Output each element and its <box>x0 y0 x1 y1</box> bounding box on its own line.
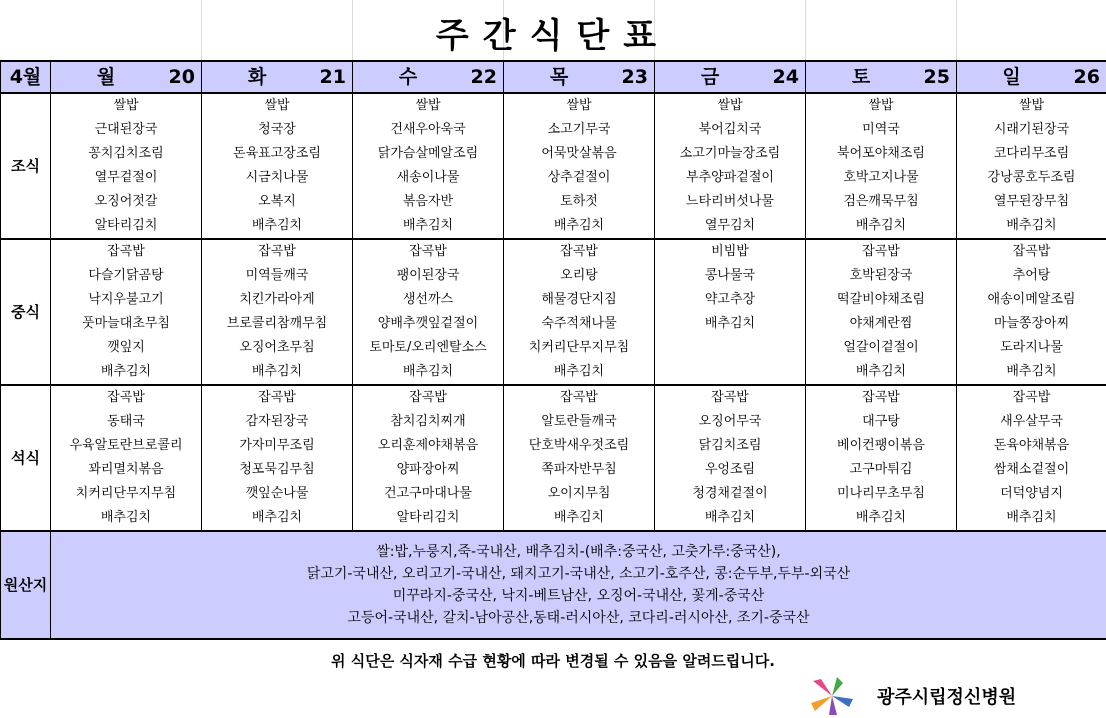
menu-item: 단호박새우젓조림 <box>504 434 655 458</box>
day-name: 목 <box>549 66 569 88</box>
day-name: 화 <box>247 66 267 88</box>
menu-item <box>655 360 806 385</box>
menu-item: 애송이메알조림 <box>957 288 1106 312</box>
menu-item: 근대된장국 <box>51 118 202 142</box>
menu-item: 잡곡밥 <box>957 239 1106 264</box>
menu-row <box>1 434 1106 458</box>
menu-item: 잡곡밥 <box>504 239 655 264</box>
day-date: 26 <box>1073 66 1100 88</box>
hospital-name: 광주시립정신병원 <box>877 687 1017 708</box>
day-header-content <box>504 62 654 92</box>
menu-item: 잡곡밥 <box>51 385 202 410</box>
day-date: 22 <box>470 66 497 88</box>
page-title: 주간식단표 <box>435 16 671 56</box>
menu-item: 깻잎지 <box>51 336 202 360</box>
menu-item: 배추김치 <box>504 360 655 385</box>
day-name: 월 <box>96 66 116 88</box>
menu-row <box>1 360 1106 385</box>
day-header-content <box>655 62 805 92</box>
menu-item: 건고구마대나물 <box>353 482 504 506</box>
menu-item: 배추김치 <box>51 360 202 385</box>
notice-text: 위 식단은 식자재 수급 현황에 따라 변경될 수 있음을 알려드립니다. <box>331 652 775 670</box>
origin-label: 원산지 <box>1 531 51 639</box>
menu-item: 잡곡밥 <box>655 385 806 410</box>
menu-item: 비빔밥 <box>655 239 806 264</box>
header-row <box>1 61 1106 93</box>
day-name: 일 <box>1002 66 1021 88</box>
menu-item: 해물경단지짐 <box>504 288 655 312</box>
menu-item: 고구마튀김 <box>806 458 957 482</box>
menu-item: 열무된장무침 <box>957 190 1106 214</box>
menu-item: 잡곡밥 <box>806 239 957 264</box>
menu-item: 배추김치 <box>655 506 806 531</box>
day-header <box>51 61 202 93</box>
menu-item: 느타리버섯나물 <box>655 190 806 214</box>
menu-row <box>1 118 1106 142</box>
menu-item: 오리훈제야채볶음 <box>353 434 504 458</box>
day-date: 25 <box>923 66 950 88</box>
menu-item: 돈육표고장조림 <box>202 142 353 166</box>
menu-item: 오징어초무침 <box>202 336 353 360</box>
hospital-emblem-icon <box>809 675 855 717</box>
day-header <box>806 61 957 93</box>
menu-item: 배추김치 <box>51 506 202 531</box>
menu-item: 쌀밥 <box>806 93 957 118</box>
menu-item: 미역국 <box>806 118 957 142</box>
menu-item: 생선까스 <box>353 288 504 312</box>
menu-item: 얼갈이겉절이 <box>806 336 957 360</box>
menu-item: 잡곡밥 <box>353 385 504 410</box>
menu-item: 코다리무조림 <box>957 142 1106 166</box>
menu-item: 청경채겉절이 <box>655 482 806 506</box>
menu-item: 북어김치국 <box>655 118 806 142</box>
menu-item: 볶음자반 <box>353 190 504 214</box>
menu-item: 낙지우불고기 <box>51 288 202 312</box>
menu-item: 잡곡밥 <box>51 239 202 264</box>
meal-label: 석식 <box>1 385 51 531</box>
menu-item: 양배추깻잎겉절이 <box>353 312 504 336</box>
menu-row <box>1 506 1106 531</box>
menu-item: 가자미무조림 <box>202 434 353 458</box>
day-header-content <box>957 62 1106 92</box>
menu-item: 닭가슴살메알조림 <box>353 142 504 166</box>
menu-item: 미역들깨국 <box>202 264 353 288</box>
menu-row <box>1 190 1106 214</box>
menu-item: 치커리단무지무침 <box>504 336 655 360</box>
menu-item: 잡곡밥 <box>353 239 504 264</box>
day-name: 토 <box>851 66 871 88</box>
menu-item: 열무겉절이 <box>51 166 202 190</box>
menu-item: 오복지 <box>202 190 353 214</box>
menu-table <box>0 60 1106 640</box>
menu-item: 우엉조림 <box>655 458 806 482</box>
menu-body <box>1 61 1106 639</box>
menu-item: 베이컨팽이볶음 <box>806 434 957 458</box>
menu-item: 야채계란찜 <box>806 312 957 336</box>
menu-item: 배추김치 <box>202 506 353 531</box>
menu-row <box>1 214 1106 239</box>
menu-item: 알타리김치 <box>51 214 202 239</box>
menu-item: 배추김치 <box>806 214 957 239</box>
origin-line: 미꾸라지-중국산, 낙지-베트남산, 오징어-국내산, 꽃게-중국산 <box>392 588 765 604</box>
menu-item: 검은깨묵무침 <box>806 190 957 214</box>
menu-row <box>1 93 1106 118</box>
menu-item <box>655 336 806 360</box>
menu-item: 배추김치 <box>957 360 1106 385</box>
origin-line: 닭고기-국내산, 오리고기-국내산, 돼지고기-국내산, 소고기-호주산, 콩:순두부,두부-외국산 <box>306 566 851 582</box>
menu-item: 다슬기닭곰탕 <box>51 264 202 288</box>
menu-item: 돈육야채볶음 <box>957 434 1106 458</box>
day-header <box>957 61 1106 93</box>
day-header <box>353 61 504 93</box>
menu-item: 어묵맛살볶음 <box>504 142 655 166</box>
day-header-content <box>806 62 956 92</box>
menu-item: 건새우아욱국 <box>353 118 504 142</box>
menu-item: 배추김치 <box>504 214 655 239</box>
menu-item: 쌀밥 <box>504 93 655 118</box>
menu-item: 오징어무국 <box>655 410 806 434</box>
menu-item: 떡갈비야채조림 <box>806 288 957 312</box>
origin-row <box>1 531 1106 639</box>
menu-item: 알타리김치 <box>353 506 504 531</box>
menu-item: 토마토/오리엔탈소스 <box>353 336 504 360</box>
menu-item: 잡곡밥 <box>806 385 957 410</box>
menu-item: 쌀밥 <box>655 93 806 118</box>
menu-item: 강낭콩호두조림 <box>957 166 1106 190</box>
menu-item: 배추김치 <box>957 214 1106 239</box>
menu-item: 미나리무초무침 <box>806 482 957 506</box>
menu-row <box>1 336 1106 360</box>
menu-item: 청포묵김무침 <box>202 458 353 482</box>
day-header <box>504 61 655 93</box>
menu-item: 배추김치 <box>806 506 957 531</box>
day-date: 23 <box>621 66 648 88</box>
meal-label: 중식 <box>1 239 51 385</box>
menu-item: 알토란들깨국 <box>504 410 655 434</box>
menu-item: 도라지나물 <box>957 336 1106 360</box>
menu-item: 오징어젓갈 <box>51 190 202 214</box>
menu-row <box>1 239 1106 264</box>
menu-item: 감자된장국 <box>202 410 353 434</box>
day-date: 20 <box>168 66 195 88</box>
menu-row <box>1 288 1106 312</box>
menu-item: 잡곡밥 <box>202 385 353 410</box>
menu-item: 배추김치 <box>957 506 1106 531</box>
origin-text <box>51 531 1106 639</box>
menu-item: 시래기된장국 <box>957 118 1106 142</box>
menu-item: 대구탕 <box>806 410 957 434</box>
menu-row <box>1 142 1106 166</box>
origin-line: 고등어-국내산, 갈치-남아공산,동태-러시아산, 코다리-러시아산, 조기-중국산 <box>347 610 810 626</box>
menu-item: 북어포야채조림 <box>806 142 957 166</box>
menu-item: 쌈채소겉절이 <box>957 458 1106 482</box>
menu-item: 깻잎순나물 <box>202 482 353 506</box>
menu-item: 잡곡밥 <box>957 385 1106 410</box>
menu-item: 오리탕 <box>504 264 655 288</box>
menu-item: 쪽파자반무침 <box>504 458 655 482</box>
day-date: 21 <box>319 66 346 88</box>
menu-item: 배추김치 <box>504 506 655 531</box>
menu-item: 브로콜리참깨무침 <box>202 312 353 336</box>
menu-item: 콩나물국 <box>655 264 806 288</box>
day-header <box>655 61 806 93</box>
menu-item: 우육알토란브로콜리 <box>51 434 202 458</box>
menu-row <box>1 385 1106 410</box>
menu-item: 꽈리멸치볶음 <box>51 458 202 482</box>
menu-item: 열무김치 <box>655 214 806 239</box>
menu-item: 닭김치조림 <box>655 434 806 458</box>
day-header-content <box>51 62 201 92</box>
menu-item: 배추김치 <box>202 214 353 239</box>
menu-item: 토하젓 <box>504 190 655 214</box>
menu-item: 동태국 <box>51 410 202 434</box>
day-name: 수 <box>398 66 418 88</box>
menu-item: 상추겉절이 <box>504 166 655 190</box>
menu-item: 새송이나물 <box>353 166 504 190</box>
hospital-logo <box>805 675 1105 715</box>
menu-item: 팽이된장국 <box>353 264 504 288</box>
menu-item: 오이지무침 <box>504 482 655 506</box>
menu-item: 마늘쫑장아찌 <box>957 312 1106 336</box>
menu-item: 추어탕 <box>957 264 1106 288</box>
menu-item: 잡곡밥 <box>504 385 655 410</box>
menu-item: 쌀밥 <box>957 93 1106 118</box>
menu-item: 치킨가라아게 <box>202 288 353 312</box>
menu-item: 잡곡밥 <box>202 239 353 264</box>
menu-item: 호박고지나물 <box>806 166 957 190</box>
day-header-content <box>202 62 352 92</box>
meal-label: 조식 <box>1 93 51 239</box>
menu-item: 배추김치 <box>806 360 957 385</box>
menu-item: 치커리단무지무침 <box>51 482 202 506</box>
menu-item: 청국장 <box>202 118 353 142</box>
menu-item: 배추김치 <box>353 360 504 385</box>
menu-item: 꽁치김치조림 <box>51 142 202 166</box>
menu-item: 숙주적채나물 <box>504 312 655 336</box>
month-label: 4월 <box>1 61 51 93</box>
menu-item: 배추김치 <box>655 312 806 336</box>
day-name: 금 <box>700 66 720 88</box>
menu-item: 새우살무국 <box>957 410 1106 434</box>
day-header <box>202 61 353 93</box>
menu-item: 참치김치찌개 <box>353 410 504 434</box>
menu-item: 소고기마늘장조림 <box>655 142 806 166</box>
menu-item: 배추김치 <box>202 360 353 385</box>
menu-row <box>1 482 1106 506</box>
menu-item: 부추양파겉절이 <box>655 166 806 190</box>
menu-row <box>1 264 1106 288</box>
day-header-content <box>353 62 503 92</box>
menu-row <box>1 166 1106 190</box>
menu-item: 양파장아찌 <box>353 458 504 482</box>
day-date: 24 <box>772 66 799 88</box>
menu-item: 약고추장 <box>655 288 806 312</box>
menu-item: 쌀밥 <box>51 93 202 118</box>
menu-item: 소고기무국 <box>504 118 655 142</box>
menu-item: 쌀밥 <box>202 93 353 118</box>
menu-item: 호박된장국 <box>806 264 957 288</box>
menu-item: 풋마늘대초무침 <box>51 312 202 336</box>
menu-item: 시금치나물 <box>202 166 353 190</box>
menu-item: 더덕양념지 <box>957 482 1106 506</box>
menu-row <box>1 410 1106 434</box>
menu-item: 쌀밥 <box>353 93 504 118</box>
menu-row <box>1 312 1106 336</box>
origin-line: 쌀:밥,누룽지,죽-국내산, 배추김치-(배추:중국산, 고춧가루:중국산), <box>376 544 781 560</box>
menu-row <box>1 458 1106 482</box>
menu-item: 배추김치 <box>353 214 504 239</box>
